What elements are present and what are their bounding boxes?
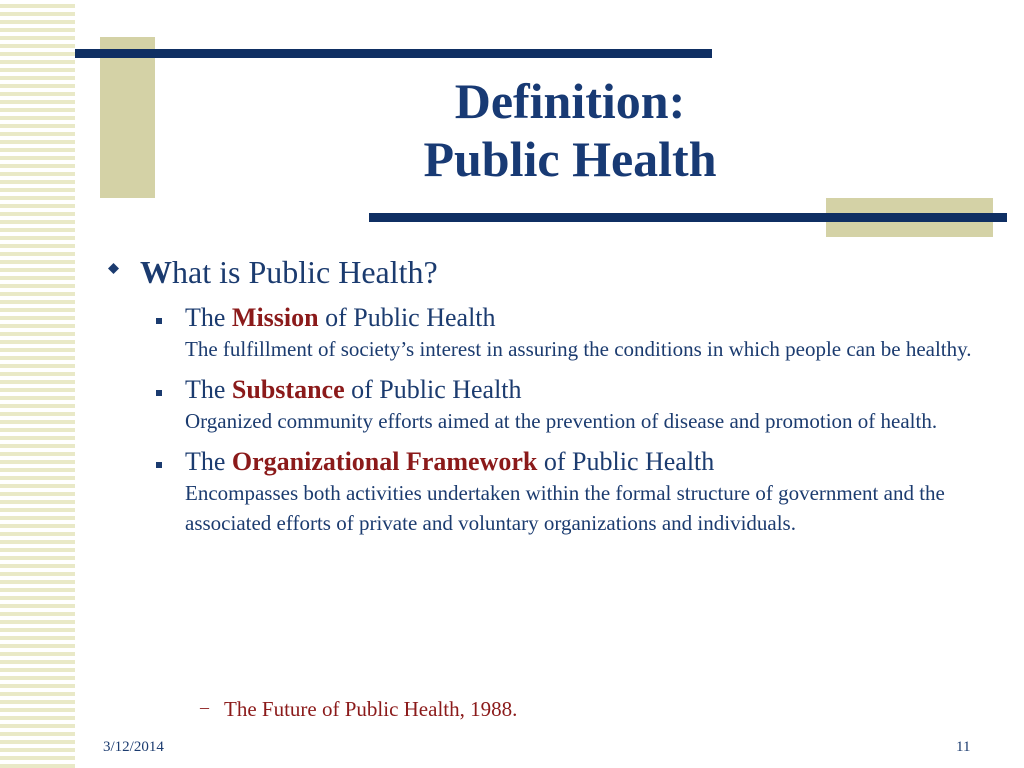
citation-text: The Future of Public Health, 1988. [224, 697, 518, 721]
square-bullet-icon [156, 390, 162, 396]
beige-accent-block-top [100, 37, 155, 198]
main-bullet [100, 252, 1000, 292]
item-prefix: The [185, 303, 232, 332]
slide-body [100, 252, 1000, 538]
item-suffix: of Public Health [344, 375, 522, 404]
item-heading [185, 446, 1000, 478]
item-keyword: Substance [231, 375, 345, 404]
citation-dash: – [200, 697, 209, 717]
page-title [300, 72, 840, 188]
list-item [100, 446, 1000, 538]
footer-date: 3/12/2014 [103, 739, 164, 755]
diamond-bullet-icon [108, 263, 119, 274]
title-line-2: Public Health [423, 131, 717, 187]
item-prefix: The [185, 447, 232, 476]
main-bullet-text: hat is Public Health? [172, 254, 438, 290]
title-bottom-rule [369, 213, 1007, 222]
footer-page-number: 11 [956, 739, 971, 755]
item-description: The fulfillment of society’s interest in assuring the conditions in which people can be healthy. [185, 337, 972, 361]
item-heading [185, 374, 1000, 406]
item-keyword: Organizational Framework [231, 447, 538, 476]
title-line-1: Definition: [454, 73, 686, 129]
main-bullet-first-letter: W [140, 254, 172, 290]
item-description: Organized community efforts aimed at the prevention of disease and promotion of health. [185, 409, 938, 433]
list-item [100, 302, 1000, 364]
title-top-rule [75, 49, 712, 58]
list-item [100, 374, 1000, 436]
square-bullet-icon [156, 318, 162, 324]
item-suffix: of Public Health [318, 303, 496, 332]
item-description: Encompasses both activities undertaken within the formal structure of government and the associated efforts of private and voluntary organizations and individuals. [185, 481, 945, 535]
square-bullet-icon [156, 462, 162, 468]
item-keyword: Mission [231, 303, 319, 332]
item-suffix: of Public Health [537, 447, 715, 476]
item-heading [185, 302, 1000, 334]
item-prefix: The [185, 375, 232, 404]
decorative-stripes [0, 0, 75, 768]
